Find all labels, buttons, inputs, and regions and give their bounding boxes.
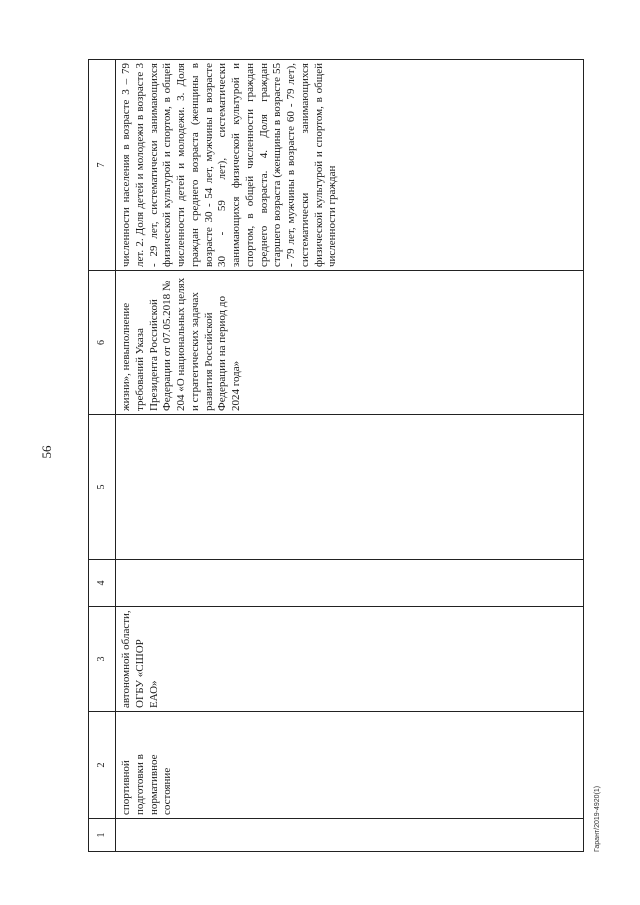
rotated-table-wrapper	[88, 60, 584, 852]
table-row	[116, 60, 584, 852]
document-watermark	[591, 772, 605, 852]
page-number: 56	[39, 445, 54, 459]
cell-col-4	[116, 560, 584, 607]
cell-col-6: жизни», невыполнение требований Указа Президента Российской Федерации от 07.05.2018 № 204 «О национальных целях и стратегических задачах развития Российской Федерации на период до 2024 года»	[116, 271, 584, 415]
table-inner	[88, 60, 584, 852]
cell-col-5	[116, 415, 584, 560]
table-header-row	[89, 60, 116, 852]
header-col-5: 5	[89, 415, 116, 560]
cell-col-7: численности населения в возрасте 3 – 79 лет. 2. Доля детей и молодежи в возрасте 3 - 29 лет, систематически занимающихся физической культурой и спортом, в общей численности детей и молодежи. 3. Доля граждан среднего возраста (женщины в возрасте 30 - 54 лет, мужчины в возрасте 30 - 59 лет), систематически занимающихся физической культурой и спортом, в общей численности граждан среднего возраста. 4. Доля граждан старшего возраста (женщины в возрасте 55 - 79 лет, мужчины в возрасте 60 - 79 лет), систематически занимающихся физической культурой и спортом, в общей численности граждан	[116, 60, 584, 271]
program-table	[88, 59, 584, 852]
cell-col-3: автономной области, ОГБУ «СШОР ЕАО»	[116, 607, 584, 712]
header-col-6: 6	[89, 271, 116, 415]
watermark-text: Гарант/2019-4920(1)	[594, 785, 601, 852]
header-col-4: 4	[89, 560, 116, 607]
header-col-1: 1	[89, 819, 116, 852]
header-col-2: 2	[89, 712, 116, 819]
cell-col-1	[116, 819, 584, 852]
header-col-7: 7	[89, 60, 116, 271]
header-col-3: 3	[89, 607, 116, 712]
cell-col-2: спортивной подготовки в нормативное состояние	[116, 712, 584, 819]
